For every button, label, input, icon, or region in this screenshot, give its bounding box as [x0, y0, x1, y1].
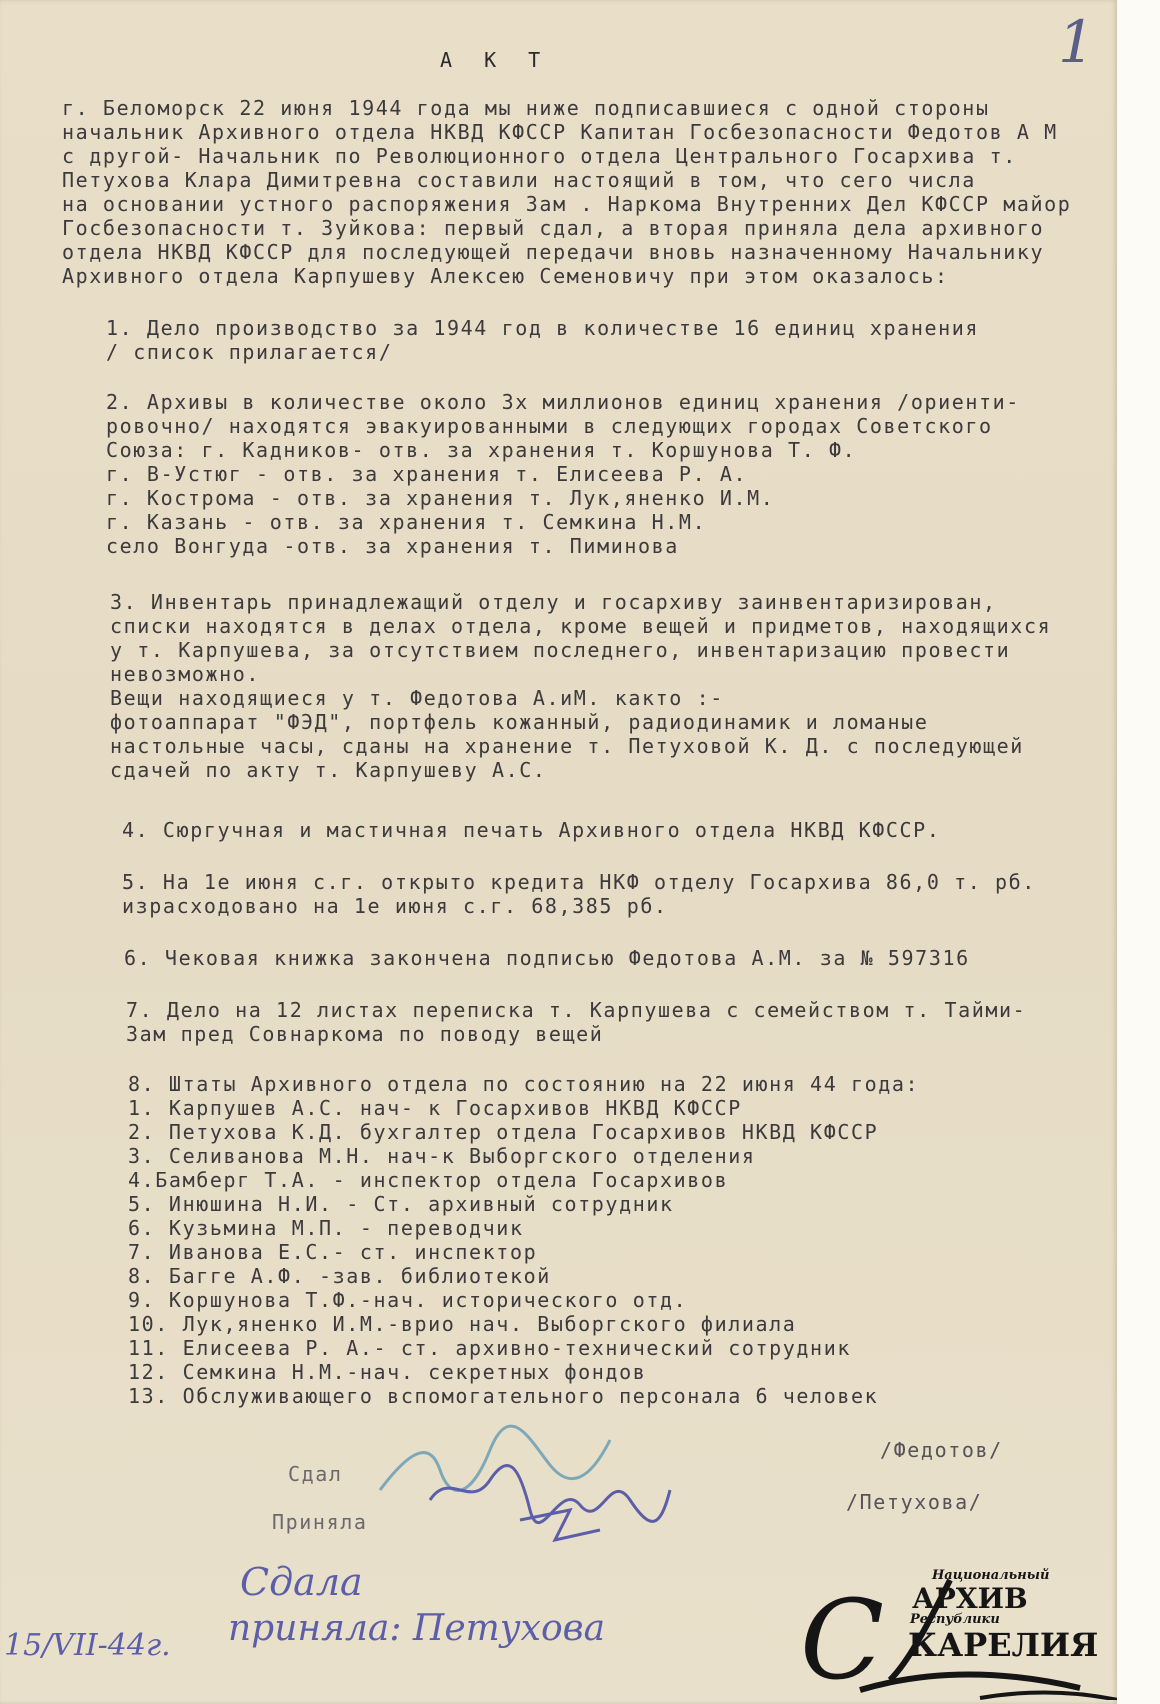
item-7-line: Зам пред Совнаркома по поводу вещей — [126, 1022, 604, 1046]
staff-list-item: 2. Петухова К.Д. бухгалтер отдела Госархивов НКВД КФССР — [128, 1120, 879, 1144]
item-2-line: село Вонгуда -отв. за хранения т. Пиминова — [106, 534, 679, 558]
handed-name: /Федотов/ — [880, 1438, 1003, 1462]
item-3-line: невозможно. — [110, 662, 261, 686]
item-2-line: 2. Архивы в количестве около 3х миллионов единиц хранения /ориенти- — [106, 390, 1020, 414]
intro-line: г. Беломорск 22 июня 1944 года мы ниже подписавшиеся с одной стороны — [62, 96, 990, 120]
item-3-line: списки находятся в делах отдела, кроме вещей и придметов, находящихся — [110, 614, 1052, 638]
intro-line: отдела НКВД КФССР для последующей передачи вновь назначенному Начальнику — [62, 240, 1045, 264]
staff-list-item: 5. Инюшина Н.И. - Ст. архивный сотрудник — [128, 1192, 674, 1216]
intro-line: начальник Архивного отдела НКВД КФССР Капитан Госбезопасности Федотов А М — [62, 120, 1058, 144]
logo-text-4: КАРЕЛИЯ — [908, 1626, 1099, 1664]
item-6-line: 6. Чековая книжка закончена подписью Федотова А.М. за № 597316 — [124, 946, 970, 970]
item-3-line: у т. Карпушева, за отсутствием последнего, инвентаризацию провести — [110, 638, 1011, 662]
logo-text-2: АРХИВ — [912, 1582, 1028, 1615]
item-4-line: 4. Сюргучная и мастичная печать Архивного отдела НКВД КФССР. — [122, 818, 941, 842]
item-3-line: Вещи находящиеся у т. Федотова А.иМ. както :- — [110, 686, 724, 710]
item-5-line: 5. На 1е июня с.г. открыто кредита НКФ отделу Госархива 86,0 т. рб. — [122, 870, 1036, 894]
item-2-line: г. Кострома - отв. за хранения т. Лук,яненко И.М. — [106, 486, 775, 510]
item-7-line: 7. Дело на 12 листах переписка т. Карпушева с семейством т. Тайми- — [126, 998, 1027, 1022]
intro-line: с другой- Начальник по Революционного отдела Центрального Госархива т. — [62, 144, 1017, 168]
staff-list-item: 11. Елисеева Р. А.- ст. архивно-технический сотрудник — [128, 1336, 851, 1360]
handwritten-received: приняла: Петухова — [228, 1608, 606, 1649]
staff-list-item: 6. Кузьмина М.П. - переводчик — [128, 1216, 524, 1240]
staff-list-item: 10. Лук,яненко И.М.-врио нач. Выборгского филиала — [128, 1312, 797, 1336]
handed-label: Сдал — [288, 1462, 343, 1486]
item-3-line: настольные часы, сданы на хранение т. Петуховой К. Д. с последующей — [110, 734, 1024, 758]
item-1-line: 1. Дело производство за 1944 год в количестве 16 единиц хранения — [106, 316, 980, 340]
item-3-line: 3. Инвентарь принадлежащий отделу и госархиву заинвентаризирован, — [110, 590, 997, 614]
staff-list-item: 8. Багге А.Ф. -зав. библиотекой — [128, 1264, 551, 1288]
intro-line: Архивного отдела Карпушеву Алексею Семеновичу при этом оказалось: — [62, 264, 949, 288]
intro-line: Петухова Клара Димитревна составили настоящий в том, что сего числа — [62, 168, 976, 192]
archive-logo — [800, 1560, 1117, 1700]
item-1-line: / список прилагается/ — [106, 340, 393, 364]
item-2-line: г. Казань - отв. за хранения т. Семкина Н.М. — [106, 510, 707, 534]
received-name: /Петухова/ — [846, 1490, 983, 1514]
staff-list-item: 4.Бамберг Т.А. - инспектор отдела Госархивов — [128, 1168, 729, 1192]
item-2-line: Союза: г. Кадников- отв. за хранения т. Коршунова Т. Ф. — [106, 438, 857, 462]
logo-text-1: Национальный — [932, 1568, 1050, 1583]
item-2-line: г. В-Устюг - отв. за хранения т. Елисеева Р. А. — [106, 462, 748, 486]
intro-line: на основании устного распоряжения Зам . Наркома Внутренних Дел КФССР майор — [62, 192, 1072, 216]
item-8-line: 8. Штаты Архивного отдела по состоянию на 22 июня 44 года: — [128, 1072, 920, 1096]
staff-list-item: 13. Обслуживающего вспомогательного персонала 6 человек — [128, 1384, 879, 1408]
staff-list-item: 3. Селиванова М.Н. нач-к Выборгского отделения — [128, 1144, 756, 1168]
handwritten-date: 15/VII-44г. — [4, 1628, 171, 1663]
signature-scribbles — [370, 1410, 700, 1550]
logo-text-3: Республики — [910, 1612, 1000, 1627]
intro-line: Госбезопасности т. Зуйкова: первый сдал, а вторая приняла дела архивного — [62, 216, 1045, 240]
item-3-line: сдачей по акту т. Карпушеву А.С. — [110, 758, 547, 782]
staff-list-item: 9. Коршунова Т.Ф.-нач. исторического отд. — [128, 1288, 688, 1312]
document-title: А К Т — [440, 48, 551, 72]
item-3-line: фотоаппарат "ФЭД", портфель кожанный, радиодинамик и ломаные — [110, 710, 929, 734]
received-label: Приняла — [272, 1510, 368, 1534]
staff-list-item: 12. Семкина Н.М.-нач. секретных фондов — [128, 1360, 647, 1384]
page-number: 1 — [1058, 8, 1095, 76]
item-2-line: ровочно/ находятся эвакуированными в следующих городах Советского — [106, 414, 993, 438]
staff-list-item: 1. Карпушев А.С. нач- к Госархивов НКВД КФССР — [128, 1096, 742, 1120]
svg-text:С: С — [800, 1576, 885, 1700]
item-5-line: израсходовано на 1е июня с.г. 68,385 рб. — [122, 894, 668, 918]
staff-list-item: 7. Иванова Е.С.- ст. инспектор — [128, 1240, 538, 1264]
handwritten-handed: Сдала — [240, 1560, 363, 1604]
